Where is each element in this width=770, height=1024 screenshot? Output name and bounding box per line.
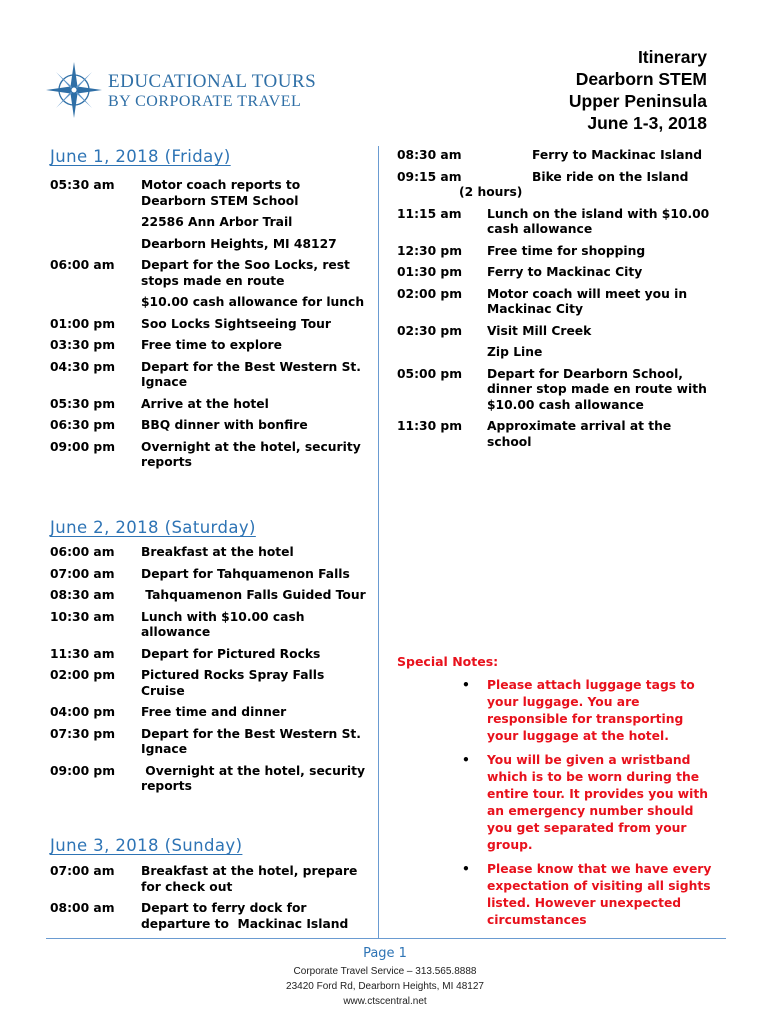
schedule-time: [50, 237, 141, 253]
schedule-time: 08:00 am: [50, 901, 115, 915]
schedule-row: [397, 345, 717, 361]
schedule-desc: Pictured Rocks Spray Falls Cruise: [141, 668, 329, 698]
day2-schedule: [50, 545, 368, 801]
schedule-desc: Visit Mill Creek: [487, 323, 592, 338]
schedule-row: [50, 360, 368, 391]
schedule-time: 08:30 am: [50, 588, 115, 602]
special-note-item: [462, 752, 712, 854]
itinerary-header: [387, 46, 707, 134]
schedule-row: [50, 215, 368, 231]
schedule-desc: Free time and dinner: [141, 705, 287, 719]
schedule-time: 05:30 pm: [50, 396, 116, 411]
schedule-row: [50, 295, 368, 311]
schedule-row: [397, 207, 717, 238]
column-divider: [378, 146, 379, 938]
schedule-desc: Depart for the Soo Locks, rest stops made en route: [141, 258, 355, 288]
special-notes-list: [462, 677, 712, 936]
schedule-row: [50, 588, 368, 604]
schedule-row: [50, 317, 368, 333]
schedule-desc: Arrive at the hotel: [141, 396, 269, 411]
footer-website: www.ctscentral.net: [343, 996, 427, 1007]
schedule-time: 11:30 am: [50, 646, 115, 661]
schedule-row: [397, 324, 717, 340]
logo-line-2: BY CORPORATE TRAVEL: [108, 93, 302, 110]
schedule-desc: Breakfast at the hotel, prepare for check out: [141, 864, 362, 894]
schedule-note-text: (2 hours): [459, 185, 523, 199]
schedule-time: 02:00 pm: [50, 668, 116, 682]
compass-rose-icon: [46, 60, 102, 120]
schedule-desc: Depart for Dearborn School, dinner stop made en route with $10.00 cash allowance: [487, 366, 712, 412]
schedule-row: [397, 265, 717, 281]
schedule-time: 02:00 pm: [397, 286, 463, 301]
schedule-time: 11:15 am: [397, 206, 462, 221]
schedule-time: 07:30 pm: [50, 726, 116, 741]
schedule-row: [397, 170, 717, 186]
header-line-1: Itinerary: [637, 47, 707, 67]
header-line-2: Dearborn STEM: [575, 69, 707, 89]
schedule-desc: Bike ride on the Island: [532, 169, 689, 184]
schedule-desc: Free time to explore: [141, 338, 282, 352]
footer-divider: [46, 938, 726, 939]
schedule-time: 06:30 pm: [50, 418, 116, 432]
page-number: Page 1: [363, 946, 407, 961]
schedule-row: [50, 610, 368, 641]
schedule-row: [50, 418, 368, 434]
special-note-item: [462, 861, 712, 929]
schedule-row: [50, 258, 368, 289]
schedule-desc: $10.00 cash allowance for lunch: [141, 295, 365, 309]
schedule-time: 04:00 pm: [50, 705, 116, 719]
schedule-time: 08:30 am: [397, 148, 462, 162]
day1-title: June 1, 2018 (Friday): [50, 147, 231, 166]
schedule-time: 09:15 am: [397, 169, 462, 184]
schedule-time: 06:00 am: [50, 258, 115, 272]
schedule-desc: Motor coach reports to Dearborn STEM School: [141, 178, 305, 208]
schedule-row: [50, 397, 368, 413]
footer-address: 23420 Ford Rd, Dearborn Heights, MI 48127: [286, 981, 484, 992]
schedule-desc: Ferry to Mackinac City: [487, 265, 643, 279]
schedule-time: 01:30 pm: [397, 265, 463, 279]
schedule-time: 09:00 pm: [50, 439, 116, 454]
schedule-row: [50, 567, 368, 583]
schedule-time: 09:00 pm: [50, 763, 116, 778]
schedule-time: 02:30 pm: [397, 323, 463, 338]
schedule-desc: Ferry to Mackinac Island: [532, 148, 703, 162]
schedule-desc: Dearborn Heights, MI 48127: [141, 236, 337, 251]
schedule-time: 12:30 pm: [397, 243, 463, 258]
schedule-time: 11:30 pm: [397, 419, 463, 433]
schedule-desc: Motor coach will meet you in Mackinac City: [487, 286, 692, 316]
schedule-note: [397, 185, 717, 201]
special-notes-title: Special Notes:: [397, 654, 499, 669]
schedule-desc: Overnight at the hotel, security reports: [141, 439, 366, 469]
schedule-desc: Overnight at the hotel, security reports: [141, 763, 370, 793]
schedule-row: [50, 705, 368, 721]
schedule-desc: Lunch on the island with $10.00 cash allowance: [487, 206, 714, 236]
schedule-desc: Zip Line: [487, 345, 543, 359]
schedule-row: [397, 419, 717, 450]
schedule-desc: Depart to ferry dock for departure to Mackinac Island: [141, 901, 349, 931]
schedule-time: 04:30 pm: [50, 359, 116, 374]
day3-title: June 3, 2018 (Sunday): [50, 836, 243, 855]
schedule-desc: Depart for the Best Western St. Ignace: [141, 359, 366, 389]
schedule-time: 07:00 am: [50, 566, 115, 581]
schedule-time: 10:30 am: [50, 609, 115, 624]
schedule-desc: Depart for the Best Western St. Ignace: [141, 726, 366, 756]
schedule-time: [397, 345, 487, 361]
day3-schedule-left: [50, 864, 368, 938]
schedule-time: [50, 295, 141, 311]
schedule-desc: Breakfast at the hotel: [141, 545, 294, 559]
special-note-text: You will be given a wristband which is to be worn during the entire tour. It provides you with an emergency number should you get separated from your group.: [487, 753, 708, 852]
schedule-row: [50, 727, 368, 758]
schedule-row: [50, 545, 368, 561]
day3-schedule-right: [397, 148, 717, 456]
schedule-desc: Depart for Tahquamenon Falls: [141, 566, 350, 581]
day1-schedule: [50, 178, 368, 477]
schedule-time: 03:30 pm: [50, 338, 116, 352]
header-line-4: June 1-3, 2018: [587, 113, 707, 133]
schedule-desc: BBQ dinner with bonfire: [141, 418, 308, 432]
schedule-row: [397, 287, 717, 318]
schedule-row: [50, 338, 368, 354]
special-note-item: [462, 677, 712, 745]
header-line-3: Upper Peninsula: [568, 91, 707, 111]
schedule-row: [50, 864, 368, 895]
schedule-desc: Free time for shopping: [487, 243, 646, 258]
special-note-text: Please know that we have every expectation of visiting all sights listed. However unexpected circumstances: [487, 862, 712, 927]
schedule-time: 05:30 am: [50, 178, 115, 192]
day2-title: June 2, 2018 (Saturday): [50, 518, 256, 537]
company-logo: [46, 60, 317, 120]
schedule-time: 06:00 am: [50, 545, 115, 559]
schedule-desc: Soo Locks Sightseeing Tour: [141, 316, 331, 331]
bullet-icon: •: [462, 678, 470, 692]
schedule-desc: Tahquamenon Falls Guided Tour: [141, 588, 366, 602]
schedule-desc: Approximate arrival at the school: [487, 419, 676, 449]
special-note-text: Please attach luggage tags to your luggage. You are responsible for transporting your luggage at the hotel.: [487, 678, 695, 743]
logo-line-1: EDUCATIONAL TOURS: [108, 71, 317, 92]
schedule-row: [397, 244, 717, 260]
schedule-row: [50, 764, 368, 795]
bullet-icon: •: [462, 862, 470, 876]
schedule-time: 07:00 am: [50, 864, 115, 878]
schedule-time: [50, 215, 141, 231]
schedule-desc: Depart for Pictured Rocks: [141, 646, 321, 661]
schedule-row: [50, 647, 368, 663]
footer-company-phone: Corporate Travel Service – 313.565.8888: [293, 966, 477, 977]
schedule-time: 01:00 pm: [50, 316, 116, 331]
schedule-row: [50, 440, 368, 471]
schedule-row: [397, 148, 717, 164]
schedule-row: [50, 178, 368, 209]
schedule-time: 05:00 pm: [397, 366, 463, 381]
schedule-desc: 22586 Ann Arbor Trail: [141, 215, 293, 229]
schedule-row: [50, 237, 368, 253]
bullet-icon: •: [462, 753, 470, 767]
schedule-row: [397, 367, 717, 414]
schedule-row: [50, 668, 368, 699]
schedule-row: [50, 901, 368, 932]
schedule-desc: Lunch with $10.00 cash allowance: [141, 609, 309, 639]
